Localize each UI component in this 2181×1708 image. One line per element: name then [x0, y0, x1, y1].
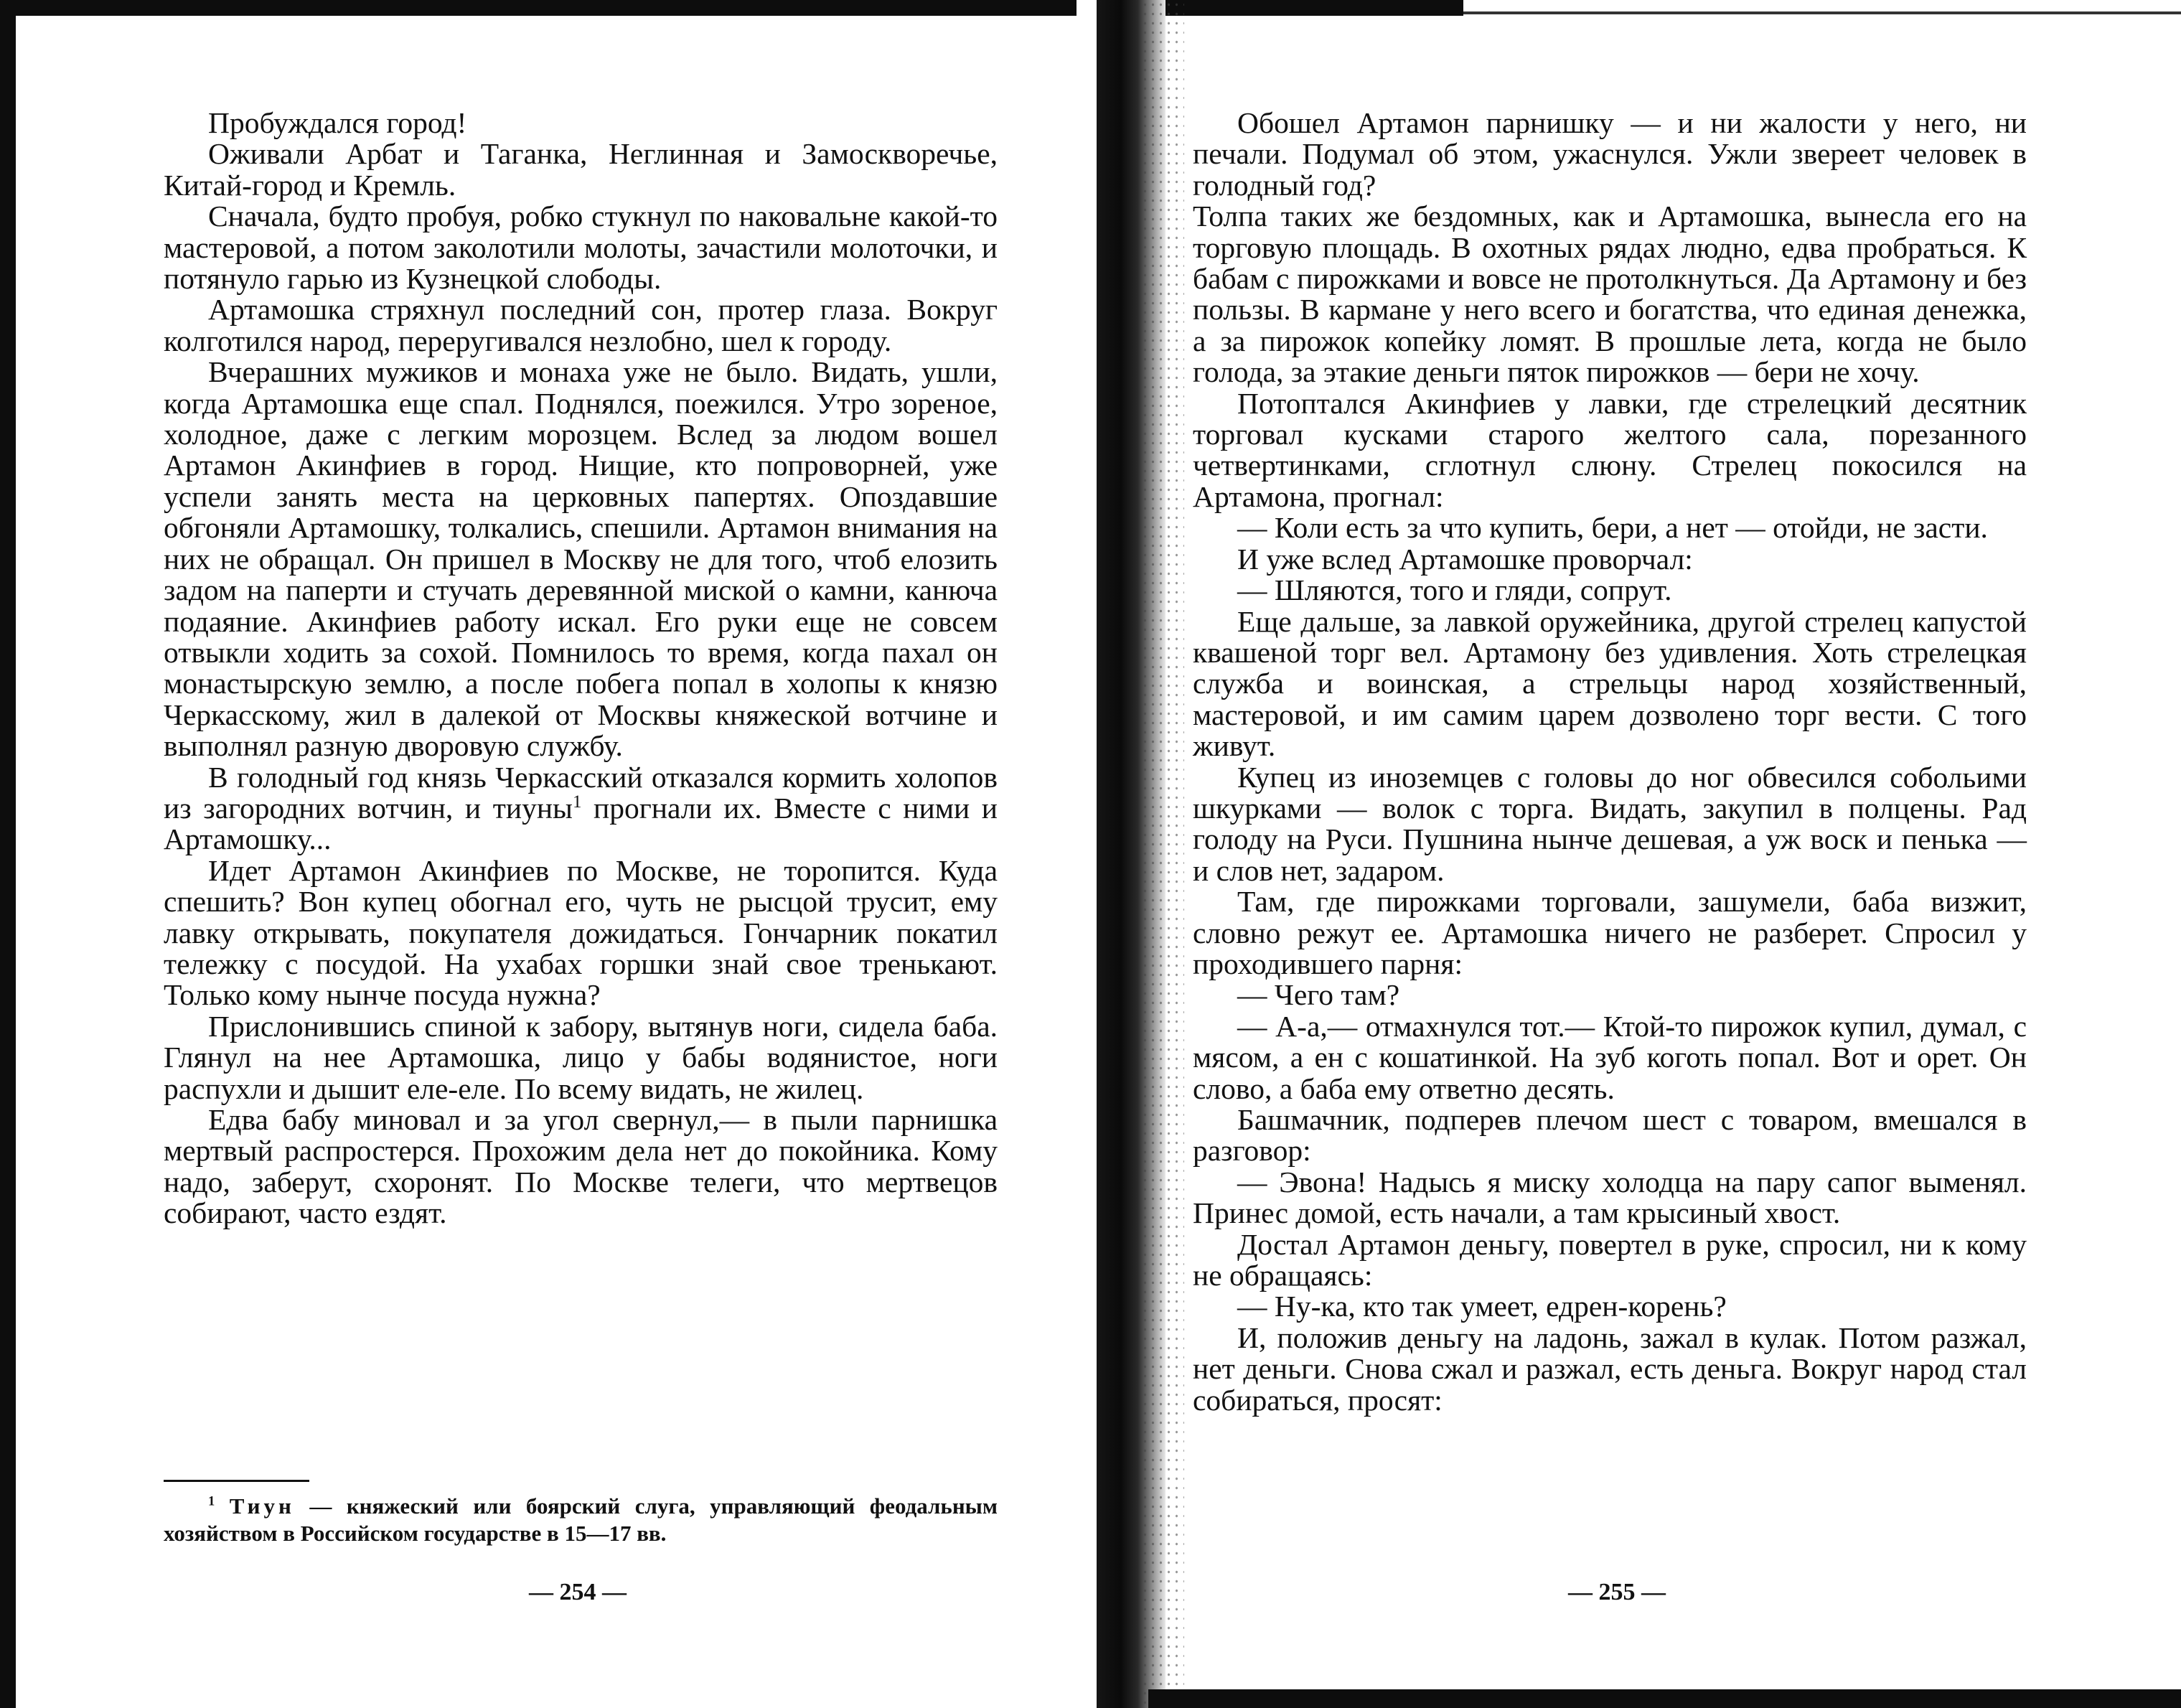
- gutter-shadow-speckle: [1141, 0, 1184, 1708]
- paragraph: Обошел Артамон парнишку — и ни жалости у него, ни печали. Подумал об этом, ужаснулся. Ужли звереет человек в голодный год?: [1193, 106, 2027, 202]
- paragraph: Башмачник, подперев плечом шест с товаром, вмешался в разговор:: [1193, 1103, 2027, 1168]
- left-page: [164, 108, 998, 1229]
- paragraph: — Коли есть за что купить, бери, а нет — отойди, не засти.: [1237, 511, 1988, 545]
- scan-top-edge-left: [0, 0, 1077, 16]
- paragraph: Оживали Арбат и Таганка, Неглинная и Замоскворечье, Китай-город и Кремль.: [164, 137, 998, 202]
- scan-left-edge: [0, 0, 16, 1708]
- paragraph: Прислонившись спиной к забору, вытянув ноги, сидела баба. Глянул на нее Артамошка, лицо у бабы водянистое, ноги распухли и дышит еле-еле. По всему видать, не жилец.: [164, 1009, 998, 1105]
- paragraph: Едва бабу миновал и за угол свернул,— в пыли парнишка мертвый распростерся. Прохожим дела нет до покойника. Кому надо, заберут, схоронят. По Москве телеги, что мертвецов собирают, часто ездят.: [164, 1103, 998, 1230]
- paragraph-text: В голодный год князь Черкасский отказался кормить холопов из загородних вотчин, и тиуны: [164, 760, 998, 825]
- scan-top-edge-right: [1148, 0, 1463, 16]
- paragraph: И, положив деньгу на ладонь, зажал в кулак. Потом разжал, нет деньги. Снова сжал и разжал, есть деньга. Вокруг народ стал собираться, просят:: [1193, 1320, 2027, 1417]
- footnote-marker: 1: [208, 1493, 215, 1509]
- footnote-reference: 1: [572, 792, 582, 812]
- paragraph: Еще дальше, за лавкой оружейника, другой стрелец капустой квашеной торг вел. Артамону без удивления. Хоть стрелецкая служба и воинская, а стрельцы народ хозяйственный, мастеровой, и им самим царем дозволено торг вести. С того живут.: [1193, 604, 2027, 763]
- footnote-separator: [164, 1480, 309, 1482]
- paragraph: Идет Артамон Акинфиев по Москве, не торопится. Куда спешить? Вон купец обогнал его, чуть не рысцой трусит, ему лавку открывать, покупателя дожидаться. Гончарник покатил тележку с посудой. На ухабах горшки знай свое тренькают. Только кому нынче посуда нужна?: [164, 853, 998, 1012]
- paragraph: Пробуждался город!: [208, 106, 467, 139]
- paragraph-with-footnote-ref: [164, 762, 998, 855]
- scan-top-line-right: [1463, 11, 2181, 14]
- paragraph: Сначала, будто пробуя, робко стукнул по наковальне какой-то мастеровой, а потом заколотили молоты, зачастили молоточки, и потянуло гарью из Кузнецкой слободы.: [164, 200, 998, 296]
- paragraph: Достал Артамон деньгу, повертел в руке, спросил, ни к кому не обращаясь:: [1193, 1227, 2027, 1292]
- paragraph: И уже вслед Артамошке проворчал:: [1237, 542, 1693, 576]
- paragraph: — Ну-ка, кто так умеет, едрен-корень?: [1237, 1290, 1727, 1323]
- page-number: — 255 —: [1568, 1579, 1666, 1605]
- footnote-term: Тиун: [229, 1493, 295, 1519]
- paragraph: Потоптался Акинфиев у лавки, где стрелецкий десятник торговал кусками старого желтого сала, порезанного четвертинками, сглотнул слюну. Стрелец покосился на Артамона, прогнал:: [1193, 386, 2027, 513]
- footnote: [164, 1493, 998, 1547]
- paragraph-text: прогнали их. Вместе с ними и Артамошку...: [164, 791, 998, 856]
- paragraph: Купец из иноземцев с головы до ног обвесился собольими шкурками — волок с торга. Видать, закупил в полцены. Рад голоду на Руси. Пушнина нынче дешевая, а уж воск и пенька — и слов нет, задаром.: [1193, 760, 2027, 887]
- paragraph: Там, где пирожками торговали, зашумели, баба визжит, словно режут ее. Артамошка ничего не разберет. Спросил у проходившего парня:: [1193, 885, 2027, 980]
- paragraph: Вчерашних мужиков и монаха уже не было. Видать, ушли, когда Артамошка еще спал. Поднялся, поежился. Утро зореное, холодное, даже с легким морозцем. Вслед за людом вошел Артамон Акинфиев в город. Нищие, кто попроворней, уже успели занять места на церковных папертях. Опоздавшие обгоняли Артамошку, толкались, спешили. Артамон внимания на них не обращал. Он пришел в Москву не для того, чтоб елозить задом на паперти и стучать деревянной миской о камни, канюча подаяние. Акинфиев работу искал. Его руки еще не совсем отвыкли ходить за сохой. Помнилось то время, когда пахал он монастырскую землю, а после побега попал в холопы к князю Черкасскому, жил в далекой от Москвы княжеской вотчине и выполнял разную дворовую службу.: [164, 355, 998, 763]
- right-page: [1193, 108, 2027, 1416]
- page-number: — 254 —: [529, 1579, 627, 1605]
- paragraph: Толпа таких же бездомных, как и Артамошка, вынесла его на торговую площадь. В охотных рядах людно, едва пробраться. К бабам с пирожками и вовсе не протолкнуться. Да Артамону и без пользы. В кармане у него всего и богатства, что единая денежка, а за пирожок копейку ломят. В прошлые лета, когда не было голода, за этакие деньги пяток пирожков — бери не хочу.: [1193, 200, 2027, 389]
- paragraph: — Эвона! Надысь я миску холодца на пару сапог выменял. Принес домой, есть начали, а там крысиный хвост.: [1193, 1165, 2027, 1230]
- footnote-text: — княжеский или боярский слуга, управляющий феодальным хозяйством в Российском государстве в 15—17 вв.: [164, 1493, 998, 1546]
- paragraph: — Шляются, того и гляди, сопрут.: [1237, 573, 1672, 607]
- paragraph: — А-а,— отмахнулся тот.— Ктой-то пирожок купил, думал, с мясом, а ен с кошатинкой. На зуб коготь попал. Вот и орет. Он слово, а баба ему ответно десять.: [1193, 1009, 2027, 1105]
- paragraph: Артамошка стряхнул последний сон, протер глаза. Вокруг колготился народ, переругивался незлобно, шел к городу.: [164, 293, 998, 357]
- paragraph: — Чего там?: [1237, 978, 1400, 1012]
- scan-bottom-edge-right: [1148, 1689, 2181, 1708]
